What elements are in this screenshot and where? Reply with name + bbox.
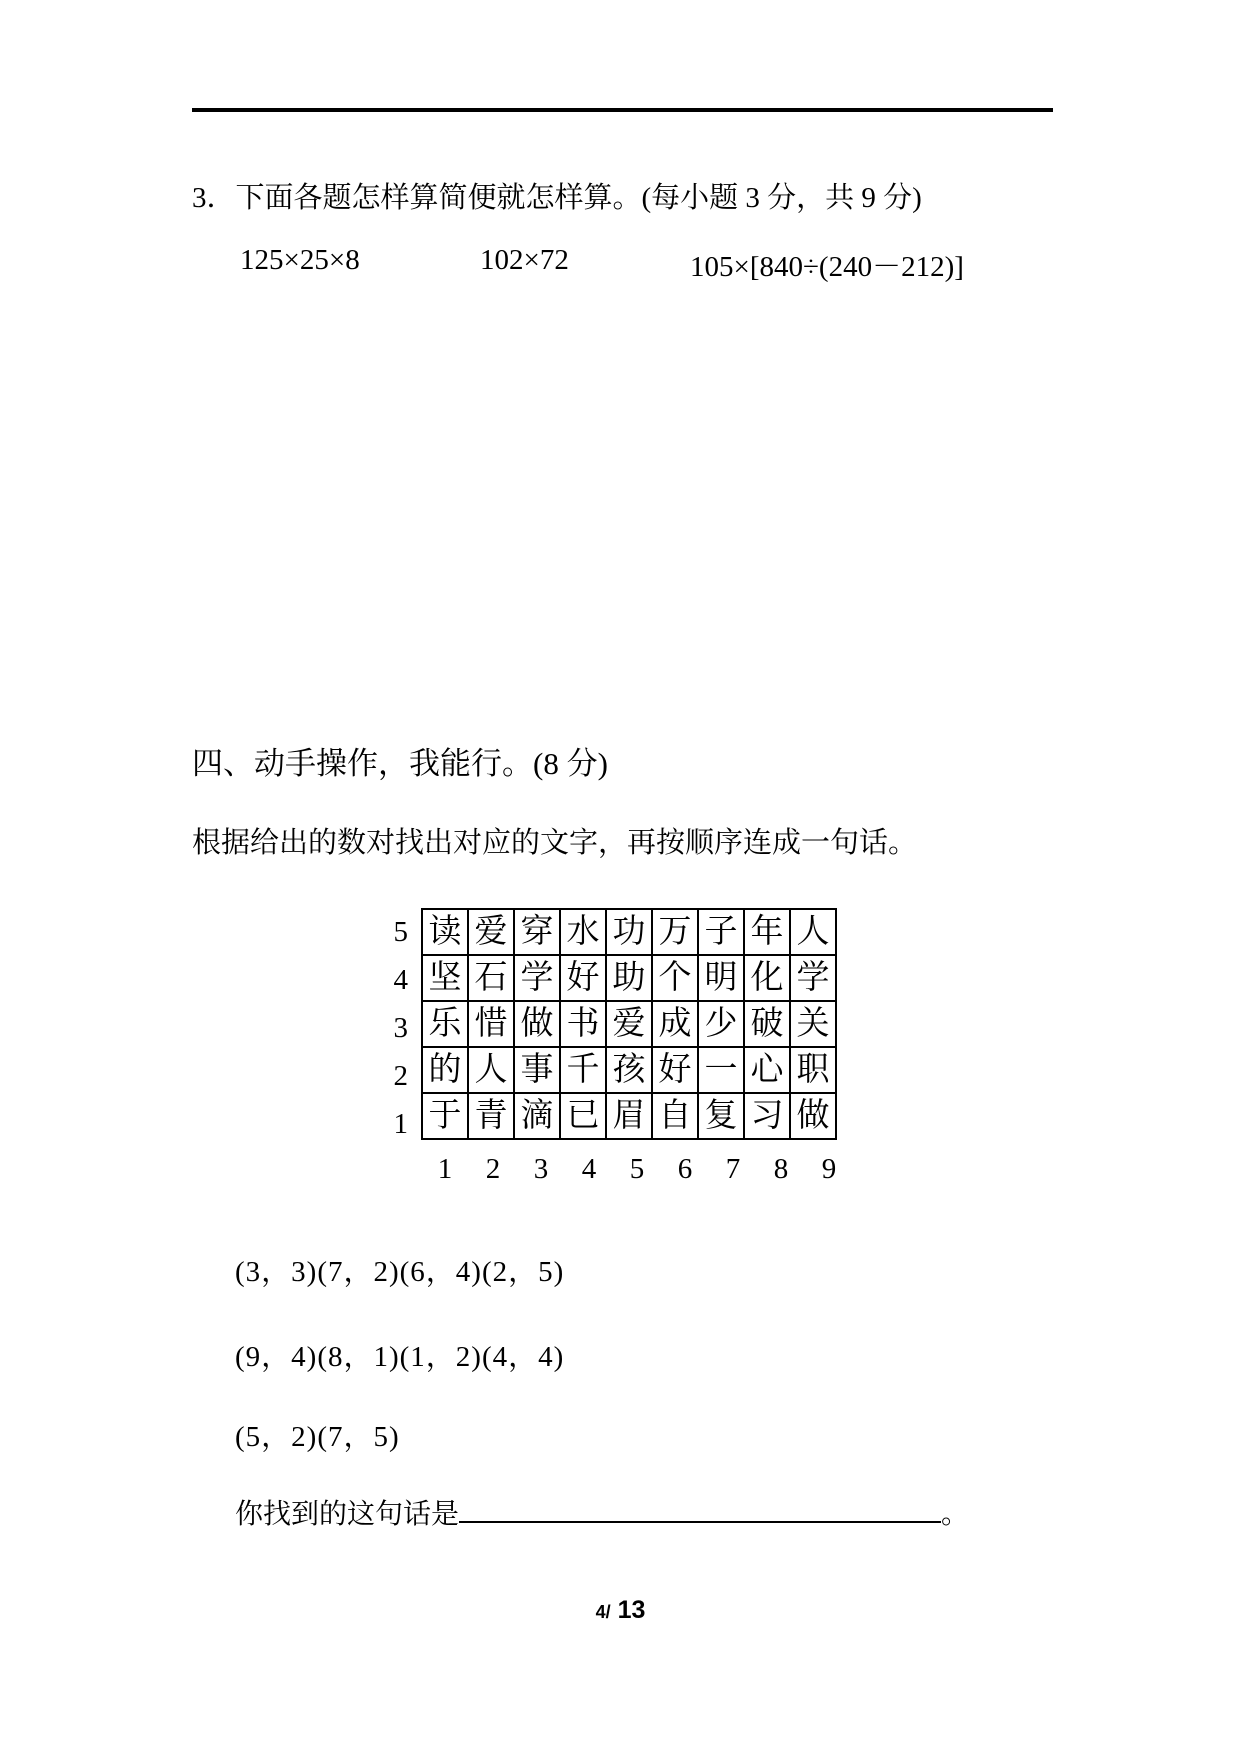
grid-row-1 xyxy=(422,1093,836,1139)
grid-cell: 学 xyxy=(514,955,560,1001)
answer-blank-underline xyxy=(459,1521,941,1523)
answer-period: 。 xyxy=(941,1499,970,1530)
grid-cell: 穿 xyxy=(514,909,560,955)
grid-cell: 明 xyxy=(698,955,744,1001)
section-4-instruction: 根据给出的数对找出对应的文字，再按顺序连成一句话。 xyxy=(192,827,918,859)
page-footer xyxy=(0,1596,1241,1625)
grid-cell: 学 xyxy=(790,955,836,1001)
grid-cell: 石 xyxy=(468,955,514,1001)
grid-row-label-1: 1 xyxy=(393,1108,408,1140)
grid-cell: 破 xyxy=(744,1001,790,1047)
grid-col-label-4: 4 xyxy=(581,1153,597,1185)
grid-col-label-6: 6 xyxy=(677,1153,693,1185)
answer-prompt: 你找到的这句话是 xyxy=(235,1499,460,1530)
grid-cell: 人 xyxy=(468,1047,514,1093)
page-number-total: 13 xyxy=(617,1596,646,1624)
grid-col-label-3: 3 xyxy=(533,1153,549,1185)
grid-cell: 乐 xyxy=(422,1001,468,1047)
grid-col-label-7: 7 xyxy=(725,1153,741,1185)
question-3-title: 3．下面各题怎样算简便就怎样算。(每小题 3 分，共 9 分) xyxy=(192,182,922,214)
grid-row-label-4: 4 xyxy=(393,964,408,996)
grid-cell: 惜 xyxy=(468,1001,514,1047)
grid-row-3 xyxy=(422,1001,836,1047)
grid-cell: 的 xyxy=(422,1047,468,1093)
grid-cell: 读 xyxy=(422,909,468,955)
grid-cell: 青 xyxy=(468,1093,514,1139)
grid-cell: 爱 xyxy=(468,909,514,955)
grid-col-label-1: 1 xyxy=(437,1153,453,1185)
grid-cell: 滴 xyxy=(514,1093,560,1139)
horizontal-rule xyxy=(192,108,1053,112)
grid-cell: 于 xyxy=(422,1093,468,1139)
grid-row-label-2: 2 xyxy=(393,1060,408,1092)
grid-cell: 好 xyxy=(560,955,606,1001)
grid-cell: 人 xyxy=(790,909,836,955)
grid-row-label-3: 3 xyxy=(393,1012,408,1044)
grid-cell: 书 xyxy=(560,1001,606,1047)
expression-3: 105×[840÷(240－212)] xyxy=(690,251,964,283)
grid-row-5 xyxy=(422,909,836,955)
coordinate-pairs-line-1: (3，3)(7，2)(6，4)(2，5) xyxy=(235,1256,565,1288)
expression-2: 102×72 xyxy=(480,244,569,276)
grid-cell: 事 xyxy=(514,1047,560,1093)
grid-cell: 坚 xyxy=(422,955,468,1001)
section-4-heading: 四、动手操作，我能行。(8 分) xyxy=(192,746,608,781)
grid-cell: 自 xyxy=(652,1093,698,1139)
grid-cell: 眉 xyxy=(606,1093,652,1139)
grid-cell: 个 xyxy=(652,955,698,1001)
page-number-current: 4/ xyxy=(595,1602,611,1622)
grid-cell: 子 xyxy=(698,909,744,955)
grid-cell: 功 xyxy=(606,909,652,955)
grid-col-label-8: 8 xyxy=(773,1153,789,1185)
grid-cell: 爱 xyxy=(606,1001,652,1047)
grid-row-2 xyxy=(422,1047,836,1093)
grid-cell: 做 xyxy=(790,1093,836,1139)
grid-col-label-9: 9 xyxy=(821,1153,837,1185)
grid-cell: 化 xyxy=(744,955,790,1001)
grid-cell: 习 xyxy=(744,1093,790,1139)
coordinate-character-grid xyxy=(421,908,837,1140)
grid-cell: 千 xyxy=(560,1047,606,1093)
grid-col-label-5: 5 xyxy=(629,1153,645,1185)
grid-cell: 年 xyxy=(744,909,790,955)
expression-1: 125×25×8 xyxy=(240,244,360,276)
grid-cell: 一 xyxy=(698,1047,744,1093)
answer-line xyxy=(235,1492,969,1532)
coordinate-pairs-line-2: (9，4)(8，1)(1，2)(4，4) xyxy=(235,1341,565,1373)
grid-row-4 xyxy=(422,955,836,1001)
grid-cell: 职 xyxy=(790,1047,836,1093)
grid-cell: 好 xyxy=(652,1047,698,1093)
grid-cell: 关 xyxy=(790,1001,836,1047)
grid-cell: 少 xyxy=(698,1001,744,1047)
grid-cell: 孩 xyxy=(606,1047,652,1093)
grid-col-label-2: 2 xyxy=(485,1153,501,1185)
grid-cell: 做 xyxy=(514,1001,560,1047)
grid-row-label-5: 5 xyxy=(393,916,408,948)
grid-cell: 成 xyxy=(652,1001,698,1047)
grid-cell: 水 xyxy=(560,909,606,955)
grid-cell: 心 xyxy=(744,1047,790,1093)
grid-cell: 复 xyxy=(698,1093,744,1139)
grid-cell: 已 xyxy=(560,1093,606,1139)
grid-cell: 万 xyxy=(652,909,698,955)
grid-cell: 助 xyxy=(606,955,652,1001)
coordinate-pairs-line-3: (5，2)(7，5) xyxy=(235,1421,400,1453)
